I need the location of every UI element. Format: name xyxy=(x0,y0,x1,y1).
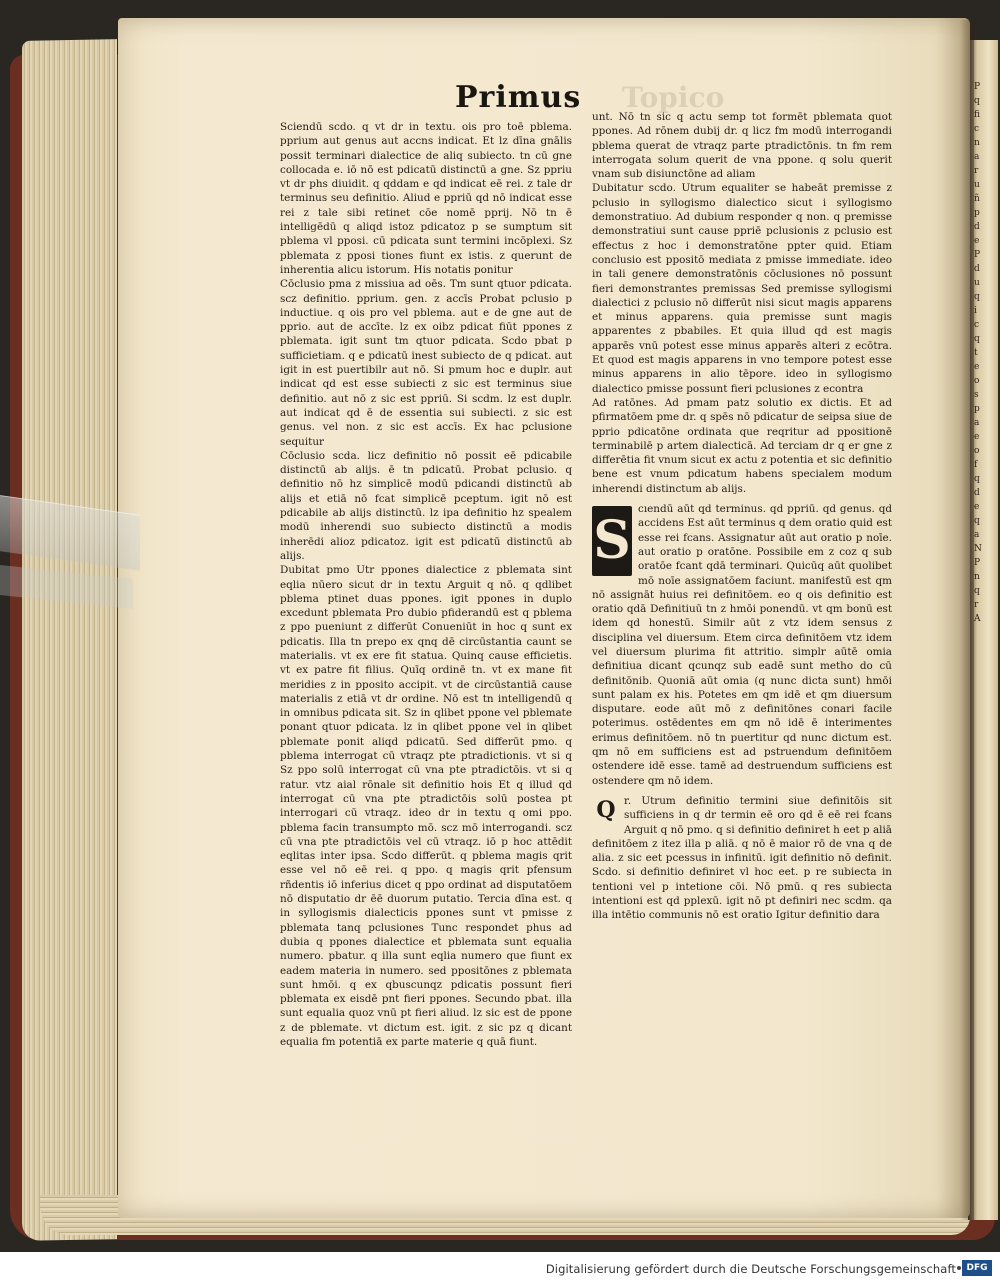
facing-page-letter: n xyxy=(974,572,980,582)
paragraph: Dubitatur scdo. Utrum equaliter se habeāt premisse z pclusio in syllogismo dialectico sicut i syllogismo demonstratiuo. Ad dubium responder q non. q premisse demonstratiui sunt cause ppriē pclusionis z pclusio est effectus z hoc i demonstratōne ppter quid. Etiam conclusio est ppositō mediata z pmisse immediate. ideo in tali genere demonstratōnis cōclusiones nō possunt fieri demonstrantes premissas Sed premisse syllogismi dialectici z pclusio nō differūt nisi sicut magis apparens et minus apparens. quia premisse sunt magis apparentes z pbabiles. Et quia illud qd est magis apparēs vnū potest esse minus apparēs alteri z ecōtra. Et quod est magis apparens in vno tempore potest esse minus apparens in alio tēpore. ideo in syllogismo dialectico pmisse possunt fieri pclusiones z econtra xyxy=(592,182,892,395)
question-initial: Q xyxy=(596,796,616,823)
facing-page-letter: q xyxy=(974,586,980,596)
facing-page-letter: a xyxy=(974,530,980,540)
decorated-initial: S xyxy=(592,506,632,576)
facing-page-letter: p xyxy=(974,404,980,414)
facing-page-letter: c xyxy=(974,320,980,330)
paragraph: Cōclusio scda. licz definitio nō possit eē pdicabile distinctū ab alijs. ē tn pdicatū. Probat pclusio. q definitio nō hz simplicē modū pdicandi distinctū ab alijs et etiā nō fcat simplicē pceptum. igit nō est pdicabile ab alijs distinctū. lz ipa definitio hz spealem modū inherendi suo subiecto distinctū a modis inherēdi alioz pdicatoz. igit est pdicatū distinctū ab alijs. xyxy=(280,449,572,562)
facing-page-letter: e xyxy=(974,432,980,442)
facing-page-letter: A xyxy=(974,614,981,624)
facing-page-letter: a xyxy=(974,418,980,428)
facing-page-letter: P xyxy=(974,558,981,568)
running-head: Primus xyxy=(455,80,582,115)
facing-page-letter: q xyxy=(974,474,980,484)
text-column-right xyxy=(592,110,892,970)
facing-page-letter: P xyxy=(974,82,981,92)
facing-page-letter: q xyxy=(974,516,980,526)
paragraph: unt. Nō tn sic q actu semp tot formēt pblemata quot ppones. Ad rōnem dubij dr. q licz fm modū interrogandi pblema querat de vtraqz parte ptradictōnis. tn fm rem interrogata solum querit de vna ppone. q solu querit vnam sub disiunctōne ad aliam xyxy=(592,111,892,181)
facing-page-letter: n xyxy=(974,138,980,148)
question-paragraph xyxy=(592,794,892,923)
paragraph-text: r. Utrum definitio termini siue definitōis sit sufficiens in q dr termin eē oro qd ē eē rei fcans Arguit q nō pmo. q si definitio definiret h eet p aliā definitōem z itez illa p aliā. q nō ē maior rō de vna q de alia. z sic eet pcessus in infinitū. igit definitio nō definit. Scdo. si definitio definiret vl hoc eet. p re subiecta in tentioni vel p intetione cōi. Nō pmū. q res subiecta intentioni est qd pplexū. igit nō pt definiri nec scdm. qa illa intētio communis nō est oratio Igitur definitio dara xyxy=(592,794,892,922)
facing-page-letter: r xyxy=(974,600,979,610)
facing-page-letter: q xyxy=(974,334,980,344)
facing-page-letter: a xyxy=(974,152,980,162)
facing-page-letter: N xyxy=(974,544,982,554)
facing-page-letter: e xyxy=(974,362,980,372)
facing-page-letter: s xyxy=(974,390,979,400)
facing-page-letter: u xyxy=(974,180,980,190)
paragraph: Cōclusio pma z missiua ad oēs. Tm sunt qtuor pdicata. scz definitio. pprium. gen. z accīs Probat pclusio p inductiue. q ois pro vel pblema. aut e de gne aut de pprio. aut de accīte. lz ex oibz pdicat fiūt ppones z pblemata. igit sunt tm qtuor pdicata. Scdo pbat p sufficietiam. q e pdicatū inest subiecto de q pdicat. aut igit in est puertibilr aut nō. Si pmum hoc e duplr. aut indicat qd est esse subiecti z sic est terminus siue definitio. aut nō z sic est ppriū. Si scdm. lz est duplr. aut indicat qd ē de essentia sui subiecti. z sic est genus. vel non. z sic est accīs. Ex hac pclusione sequitur xyxy=(280,278,572,448)
paragraph: Ad ratōnes. Ad pmam patz solutio ex dictis. Et ad pfirmatōem pme dr. q spēs nō pdicatur de seipsa siue de pprio pdicatōne ordinata que reqritur ad ppositionē terminabilē p artem dialecticā. Ad terciam dr q er gne z differētia fit vnum sicut ex actu z potentia et sic definitio bene est vnum pdicatum habens specialem modum inherendi distinctum ab alijs. xyxy=(592,396,892,495)
facing-page-letter: o xyxy=(974,446,980,456)
facing-page-letter: d xyxy=(974,222,980,232)
facing-page-letter: fi xyxy=(974,110,981,120)
facing-page-letter: t xyxy=(974,348,978,358)
bleed-through-heading: Topico xyxy=(622,81,725,114)
dfg-logo: DFG xyxy=(962,1260,992,1276)
facing-page-letter: o xyxy=(974,376,980,386)
paragraph-with-initial xyxy=(592,502,892,788)
paragraph: Dubitat pmo Utr ppones dialectice z pblemata sint eqlia nūero sicut dr in textu Arguit q nō. q qdlibet pblema ptinet duas ppones. igit ppones in duplo excedunt pblemata Pro dubio pfiderandū est q pblema z ppo pueniunt z differūt Conueniūt in hoc q sunt ex pdicatis. Illa tn prepo ex qnq dē circūstantia caunt se materialis. vt ex ere fit statua. Quinq cause efficietis. vt ex patre fit filius. Quīq ordinē tn. vt ex mane fit meridies z in pposito accipit. vt de circūstantiā cause materialis z etiā vt dr ordine. Nō est tn intelligendū q in omnibus pdicata sit. Sz in qlibet ppone vel pblemate ponant qtuor pdicata. lz in qlibet ppone vel in qlibet pblemate ponit aliqd pdicatū. Sed differūt pmo. q pblema interrogat cū vtraqz pte ptradictionis. vt si q Sz ppo solū interrogat cū vna pte ptradictōis. vt si q ratur. vtz aial rōnale sit definitio hois Et q illud qd interrogat cū vna pte ptradictōis solū postea pt interrogari cū vtraqz. ideo dr in textu q omi ppo. pblema facin transumpto mō. scz mō interrogandi. scz cū vna pte ptradictōis vel cū vtraqz. iō p hoc attēdit eqlitas inter ipsa. Scdo differūt. q pblema magis qrit esse vel nō eē rei. q ppo. q magis qrit pfensum rñdentis iō inferius dicet q ppo ordinat ad disputatōem nō disputatio dr ēē duorum putatio. Tercia dīna est. q in syllogismis dialecticis ppones sunt vt pmisse z pblemata tanq pclusiones Tunc respondet phus ad dubia q ppones dialectice et pblemata sunt equalia numero. pbatur. q illa sunt eqlia numero que fiunt ex eadem materia in numero. sed ppositōnes z pblemata sunt hmōi. q ex qbuscunqz pdicatis possunt fieri pblemata ex eisdē pnt fieri ppones. Secundo pbat. illa sunt equalia quoz vnū pt fieri aliud. lz sic est de ppone z de pblemate. vt dictum est. igit. z sic pz q dicant equalia fm potentiā ex parte materie q quā fiunt. xyxy=(280,564,572,1048)
facing-page-letter: r xyxy=(974,166,979,176)
text-column-left xyxy=(280,120,572,1048)
facing-page-letter: ñ xyxy=(974,194,980,204)
facing-page-letter: P xyxy=(974,250,981,260)
gutter-shadow xyxy=(960,20,974,1220)
facing-page-letter: c xyxy=(974,124,980,134)
page-fore-edge xyxy=(22,39,117,1241)
facing-page-letter: i xyxy=(974,306,977,316)
facing-page-letter: q xyxy=(974,292,980,302)
facing-page-letter: d xyxy=(974,488,980,498)
paragraph: Sciendū scdo. q vt dr in textu. ois pro toē pblema. pprium aut genus aut accns indicat. Et lz dīna gnālis possit terminari dialectice de aliq subiecto. tn cū gne collocada e. iō nō est pdicatū distinctū a gne. Sz ppriu vt dr phs diuidit. q qddam e qd indicat eē rei. z tale dr terminus seu definitio. Aliud e ppriū qd nō indicat esse rei z tale sibi retinet cōe nomē pprij. Nō tn ē intelligēdū q aliqd istoz pdicatoz p se sumptum sit pblema vl pposi. cū pdicata sunt termini incōplexi. Sz pblemata z pposi tiones fiunt ex istis. z querunt de inherentia alicu istorum. His notatis ponitur xyxy=(280,121,572,276)
facing-page-letter: e xyxy=(974,502,980,512)
facing-page-letter: f xyxy=(974,460,978,470)
separator-dot xyxy=(957,1266,961,1270)
facing-page-letter: u xyxy=(974,278,980,288)
paragraph-text: cıendū aūt qd terminus. qd ppriū. qd genus. qd accidens Est aūt terminus q dem oratio quid est esse rei fcans. Assignatur aūt aut oratio p noīe. aut oratio p oratōne. Possibile em z coz q sub oratōe fcant qdā terminari. Quicūq aūt quolibet mō noīe assignatōem faciunt. manifestū est qm nō assignāt huius rei definitōem. eo q ois definitio est oratio qdā Definitiuū tn z hmōi ponendū. vt qm bonū est idem qd honestū. Similr aūt z vtz idem sensus z disciplina vel diuersum. Etem circa definitōem vtz idem vel diuersum plurima fit attritio. simplr aūtē omia definitiua dicant qcunqz sub eadē sunt metho do cū definitōnib. Quoniā aūt omia (q nunc dicta sunt) hmōi sunt palam ex his. Potetes em qm idē et qm diuersum disputare. eode aūt mō z definitōnes conari facile poterimus. ostēdentes em qm nō idē ē interimentes erimus definitōem. nō tn puertitur qd nunc dictum est. qm nō em sufficiens est ad pstruendum definitōem ostendere idē esse. tamē ad destruendum sufficiens est ostendere qm nō idem. xyxy=(592,503,892,787)
facing-page-letter: d xyxy=(974,264,980,274)
facing-page-letter: e xyxy=(974,236,980,246)
facing-page-letter: p xyxy=(974,208,980,218)
facing-page-strip xyxy=(974,80,996,880)
funding-credit: Digitalisierung gefördert durch die Deutsche Forschungsgemeinschaft xyxy=(545,1262,956,1276)
facing-page-letter: q xyxy=(974,96,980,106)
